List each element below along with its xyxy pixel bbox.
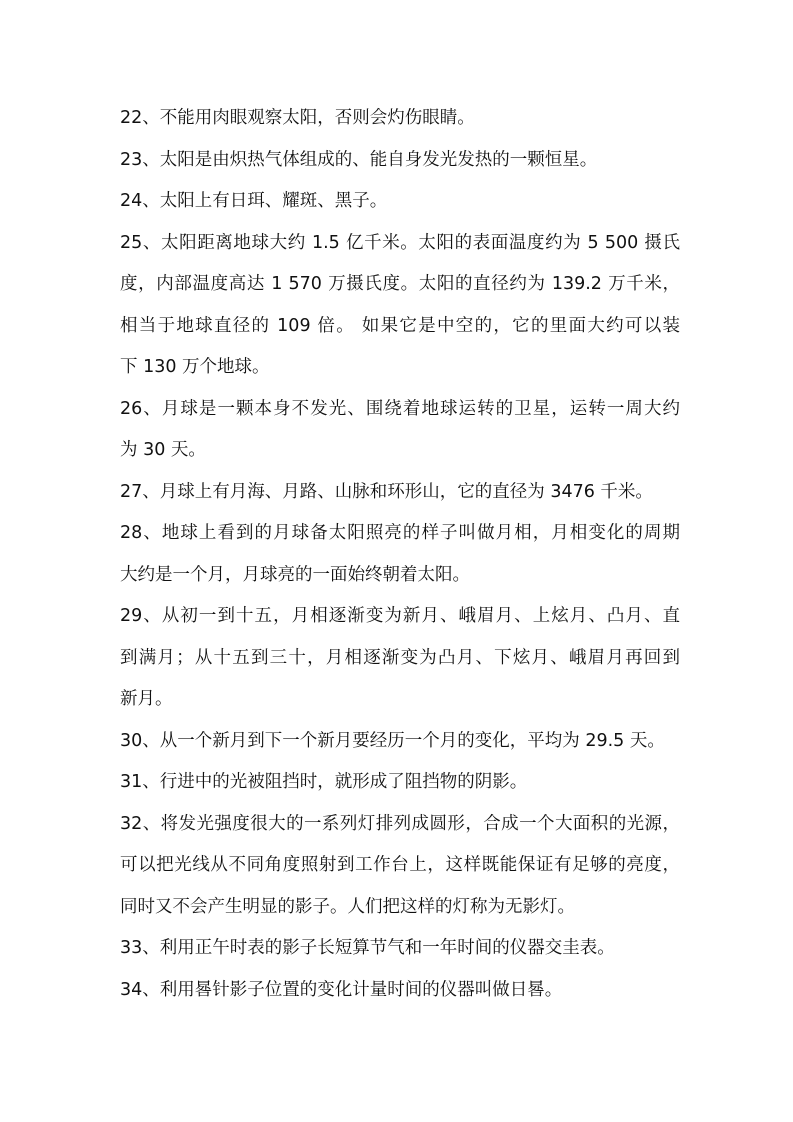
text-line: 下 130 万个地球。 [120,357,270,377]
text-line: 26、月球是一颗本身不发光、围绕着地球运转的卫星，运转一周大约 [120,398,680,419]
text-line: 31、行进中的光被阻挡时，就形成了阻挡物的阴影。 [120,772,528,792]
list-item [120,98,680,140]
text-line: 27、月球上有月海、月路、山脉和环形山，它的直径为 3476 千米。 [120,481,653,502]
text-line: 为 30 天。 [120,440,206,460]
text-line: 25、太阳距离地球大约 1.5 亿千米。太阳的表面温度约为 5 500 摄氏 [120,232,680,253]
text-line: 24、太阳上有日珥、耀斑、黑子。 [120,191,388,211]
list-item [120,389,680,472]
list-item [120,762,680,804]
text-line: 23、太阳是由炽热气体组成的、能自身发光发热的一颗恒星。 [120,149,598,170]
list-item [120,181,680,223]
text-line: 32、将发光强度很大的一系列灯排列成圆形，合成一个大面积的光源， [120,813,680,834]
text-line: 大约是一个月，月球亮的一面始终朝着太阳。 [120,564,470,585]
text-line: 相当于地球直径的 109 倍。 如果它是中空的，它的里面大约可以装 [120,315,680,336]
list-item [120,472,680,514]
list-item [120,140,680,182]
text-line: 29、从初一到十五，月相逐渐变为新月、峨眉月、上炫月、凸月、直 [120,606,680,626]
list-item [120,970,680,1012]
text-line: 到满月；从十五到三十，月相逐渐变为凸月、下炫月、峨眉月再回到 [120,647,680,668]
list-item [120,721,680,763]
list-item [120,223,680,389]
list-item [120,804,680,929]
text-line: 可以把光线从不同角度照射到工作台上，这样既能保证有足够的亮度， [120,855,680,875]
list-item [120,513,680,596]
text-line: 30、从一个新月到下一个新月要经历一个月的变化，平均为 29.5 天。 [120,730,665,751]
text-line: 33、利用正午时表的影子长短算节气和一年时间的仪器交圭表。 [120,938,615,958]
text-line: 28、地球上看到的月球备太阳照亮的样子叫做月相，月相变化的周期 [120,523,680,543]
text-line: 34、利用晷针影子位置的变化计量时间的仪器叫做日晷。 [120,979,563,1000]
list-item [120,596,680,721]
document-body [120,98,680,1011]
list-item [120,928,680,970]
text-line: 22、不能用肉眼观察太阳，否则会灼伤眼睛。 [120,108,475,128]
text-line: 同时又不会产生明显的影子。人们把这样的灯称为无影灯。 [120,896,575,917]
text-line: 度，内部温度高达 1 570 万摄氏度。太阳的直径约为 139.2 万千米， [120,274,680,294]
text-line: 新月。 [120,689,173,709]
